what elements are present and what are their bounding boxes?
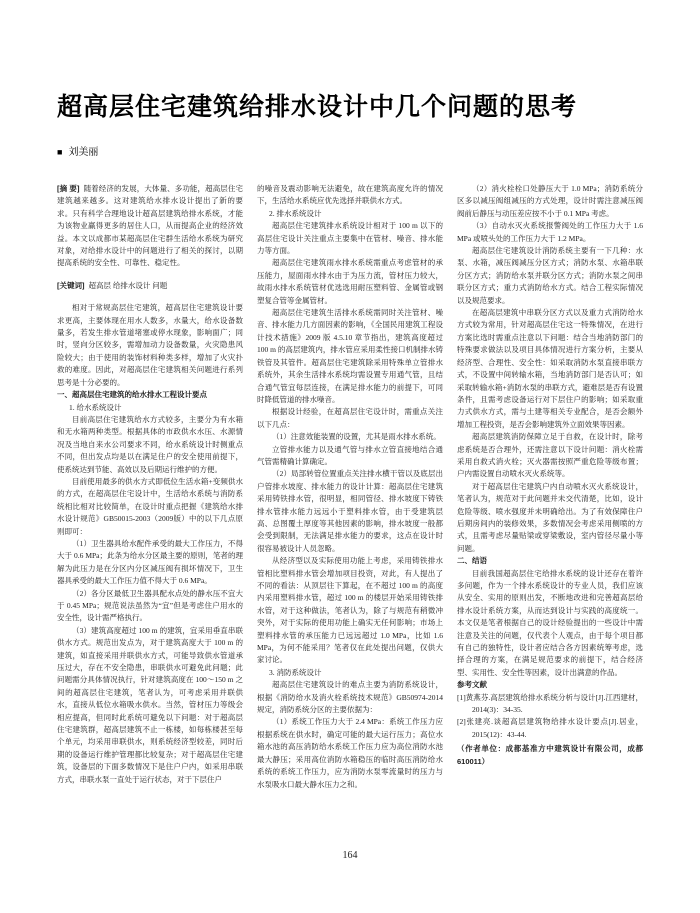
paragraph: （2）各分区最低卫生器具配水点处的静水压不宜大于 0.45 MPa；规范说法虽然为“宜”但是考虑住户用水的安全性，设计需严格执行。: [57, 588, 243, 623]
page-number: 164: [342, 850, 358, 861]
reference-item: [1]黄燕芬.高层建筑给排水系统分析与设计[J].江西建材，2014(3)：34-35.: [457, 692, 643, 715]
section-heading: 一、超高层住宅建筑的给水排水工程设计要点: [57, 390, 207, 400]
paragraph: 根据设计经验，在超高层住宅设计时，需重点关注以下几点：: [257, 407, 443, 429]
author-line: [57, 146, 643, 159]
paragraph: 目前使用最多的供水方式即低位生活水箱+变频供水的方式，在超高层住宅设计中，生活给水系统与消防系统相比相对比较简单，在设计时重点把握《建筑给水排水设计规范》GB50015-2003（2009版）中的以下几点原则即可：: [57, 476, 243, 536]
column-right: [457, 183, 643, 855]
column-middle: [257, 183, 443, 855]
paragraph: 超高层住宅建筑排水系统设计相对于 100 m 以下的高层住宅设计关注重点主要集中在管材、噪音、排水能力等方面。: [257, 221, 443, 256]
column-left: [57, 183, 243, 855]
paragraph: （2）消火栓栓口处静压大于 1.0 MPa；消防系统分区多以减压阀组减压的方式处理，设计时需注意减压阀阀前后静压与动压差应按不小于 0.1 MPa 考虑。: [457, 184, 643, 218]
paragraph: 立管排水能力以及通气管与排水立管直接地结合通气管需精确计算确定。: [257, 444, 443, 466]
paragraph: 相对于常规高层住宅建筑，超高层住宅建筑设计要求更高，主要体现在用水人数多，水量大，给水设备数量多，若发生排水管道堵塞或停水现象，影响面广；同时，竖向分区较多，需增加动力设备数量，火灾隐患风险较大；由于使用的装饰材料种类多样，增加了火灾扑救的难度。因此，对超高层住宅建筑相关问题进行系列思考是十分必要的。: [57, 303, 243, 387]
paragraph: 超高层住宅建筑生活排水系统需同时关注管材、噪音、排水能力几方面因素的影响，《全国民用建筑工程设计技术措施》2009 版 4.5.10 章节指出，建筑高度超过 100 m 的高层建筑内，排水管应采用柔性接口机制排水铸铁管及其管件。超高层住宅建筑除采用特殊单立管排水系统外，其余生活排水系统均需设置专用通气管，且结合通气管宜每层连接，在满足排水能力的前提下，可同时降低管道的排水噪音。: [257, 308, 443, 404]
paragraph: 对于超高层住宅建筑户内自动喷水灭火系统设计，笔者认为，规范对于此问题并未交代清楚，比如，设计危险等级、喷水强度并未明确给出。为了有效保障住户后期房间内的装修效果，多数情况会考虑采用侧喷的方式，且需考虑尽量贴梁或穿梁敷设，室内管径尽量小等问题。: [457, 481, 643, 553]
paragraph: 超高层住宅建筑设计消防系统主要有一下几种：水泵、水箱，减压阀减压分区方式；消防水泵、水箱串联分区方式；消防给水泵并联分区方式；消防水泵之间串联分区方式；重力式消防给水方式。结合工程实际情况以及规范要求。: [457, 246, 643, 305]
abstract: [57, 183, 243, 270]
article-body: [57, 183, 643, 855]
abstract-text: 随着经济的发展，大体量、多功能，超高层住宅建筑越来越多。这对建筑给水排水设计提出了新的要求。只有科学合理地设计超高层建筑给排水系统，才能为该物业赢得更多的居住人口，从而提高企业的经济效益。本文以成都市某超高层住宅群生活给水系统为研究对象，对给排水设计中的问题进行了相关的探讨，以期提高系统的安全性、可靠性、稳定性。: [57, 184, 243, 268]
keywords-text: 超高层 给排水设计 问题: [88, 280, 168, 290]
author-square-icon: ■: [57, 147, 63, 157]
keywords: [57, 280, 243, 292]
paragraph: 在超高层建筑中串联分区方式以及重力式消防给水方式较为常用，针对超高层住宅这一特殊情况，在进行方案比选时需重点注意以下问题：结合当地消防部门的特殊要求做法以及项目具体情况进行方案分析，主要从经济型、合理性、安全性：如采取消防水泵直接串联方式，不设置中间转输水箱，当地消防部门是否认可；如采取转输水箱+消防水泵的串联方式，避难层是否有设置条件，且需考虑设备运行对下层住户的影响；如采取重力式供水方式，需与土建等相关专业配合，是否会额外增加工程投资，是否会影响建筑外立面效果等因素。: [457, 308, 643, 429]
abstract-label: [摘 要]: [57, 184, 80, 193]
paragraph: 超高层住宅建筑雨水排水系统需重点考虑管材的承压能力，屋面雨水排水由于为压力流，管材压力较大，故雨水排水系统管材优选选用耐压塑料管、金属管或钢塑复合管等金属管材。: [257, 258, 443, 305]
sub-heading: 3. 消防系统设计: [269, 667, 322, 677]
author-name: 刘美丽: [68, 147, 99, 158]
paragraph: （2）局部转管位置重点关注排水横干管以及底层出户管排水坡度、排水能力的设计计算：超高层住宅建筑采用铸铁排水管，很明显，相同管径、排水坡度下铸铁排水管排水能力远远小于塑料排水管，由于受建筑层高、总图覆土厚度等其他因素的影响，排水坡度一般都会受到限制，无法满足排水能力的要求，这点在设计时很容易被设计人员忽略。: [257, 469, 443, 553]
paragraph: （3）自动水灭火系统报警阀处的工作压力大于 1.6 MPa 或喷头处的工作压力大于 1.2 MPa。: [457, 221, 643, 243]
sub-heading: 2. 排水系统设计: [269, 208, 322, 218]
references-heading: 参考文献: [457, 680, 487, 690]
paragraph: 目前高层住宅建筑给水方式较多，主要分为有水箱和无水箱两种类型。根据具体的市政供水水压、水源情况及当地自来水公司要求不同，给水系统设计时侧重点不同，但出发点均是以在满足住户的安全使用前提下，使系统达到节能、高效以及后期运行维护的方便。: [57, 414, 243, 474]
reference-item: [2]张建亮.谈超高层建筑物给排水设计要点[J].居业，2015(12)：43-44.: [457, 717, 643, 739]
author-affiliation: （作者单位：成都基准方中建筑设计有限公司，成都 610011）: [457, 744, 643, 766]
article-title: 超高层住宅建筑给排水设计中几个问题的思考: [57, 93, 578, 121]
section-heading: 二、结语: [457, 556, 487, 566]
paragraph: （3）建筑高度超过 100 m 的建筑，宜采用垂直串联供水方式。规范出发点为，对于建筑高度大于 100 m 的建筑，如直接采用并联供水方式，可能导致供水管道承压过大，存在不安全隐患，串联供水可避免此问题；此问题需分具体情况执行，针对建筑高度在 100～150 m 之间的超高层住宅建筑，笔者认为，可考虑采用并联供水，直接从低位水箱吸水供水。当然，管材压力等级会相应提高，但同时此系统可避免以下问题：对于超高层住宅建筑群，超高层建筑不止一栋楼，如每栋楼甚至每个单元，均采用串联供水，则系统经济型较差，同时后期的设备运行维护管理都比较复杂；对于超高层住宅建筑，设备层的下面多数情况下是住户户内，如采用串联方式，串联水泵一直处于运行状态，对于下层住户: [57, 625, 243, 784]
paragraph: （1）注意效能装置的设置，尤其是雨水排水系统。: [272, 432, 441, 442]
paragraph: 超高层住宅建筑设计的难点主要为消防系统设计，根据《消防给水及消火栓系统技术规范》GB50974-2014 规定，消防系统分区的主要依据为：: [257, 680, 443, 715]
paragraph: （1）卫生器具给水配件承受的最大工作压力，不得大于 0.6 MPa；此条为给水分区最主要的原则，笔者的理解为此压力是在分区内分区减压阀有损坏情况下，卫生器具承受的最大工作压力值不得大于 0.6 MPa。: [57, 538, 243, 586]
keywords-label: [关键词]: [57, 280, 85, 290]
paragraph: （1）系统工作压力大于 2.4 MPa：系统工作压力应根据系统在供水时，确定可能的最大运行压力；高位水箱水池的高压消防给水系统工作压力应为高位消防水池最大静压；采用高位消防水箱稳压的临时高压消防给水系统的系统工作压力，应为消防水泵零流量时的压力与水泵吸水口最大静水压力之和。: [257, 717, 443, 789]
paragraph-continuation: 的噪音及震动影响无法避免，故在建筑高度允许的情况下，生活给水系统应优先选择并联供水方式。: [257, 184, 443, 206]
paragraph: 超高层建筑消防保障立足于自救，在设计时，除考虑系统是否合理外，还需注意以下设计问题：消火栓需采用自救式消火栓；灭火器需按照严重危险等级布置；户内需设置自动喷水灭火系统等。: [457, 432, 643, 479]
paragraph: 目前我国超高层住宅给排水系统的设计还存在着许多问题，作为一个排水系统设计的专业人员，我们应该从安全、实用的原则出发，不断地改进和完善超高层给排水设计系统方案，从而达到设计与实践的高度统一。本文仅是笔者根据自己的设计经验提出的一些设计中需注意及关注的问题，仅代表个人观点，由于每个项目都有自己的独特性，设计者应结合各方因素统筹考虑，选择合理的方案，在满足规范要求的前提下，结合经济型、实用性、安全性等因素，设计出满意的作品。: [457, 568, 643, 677]
paragraph: 从经济型以及实际使用功能上考虑，采用铸铁排水管相比塑料排水管会增加项目投资，对此，有人提出了不同的看法：从顶层往下算起，在不超过 100 m 的高度内采用塑料排水管，超过 100 m 的楼层开始采用铸铁排水管，对于这种做法，笔者认为，除了与规范有稍微冲突外，对于实际的使用功能上确实无任何影响；市场上塑料排水管的承压能力已远远超过 1.0 MPa，比如 1.6 MPa，为何不能采用？笔者仅在此处提出问题，仅供大家讨论。: [257, 556, 443, 665]
sub-heading: 1. 给水系统设计: [69, 402, 122, 412]
